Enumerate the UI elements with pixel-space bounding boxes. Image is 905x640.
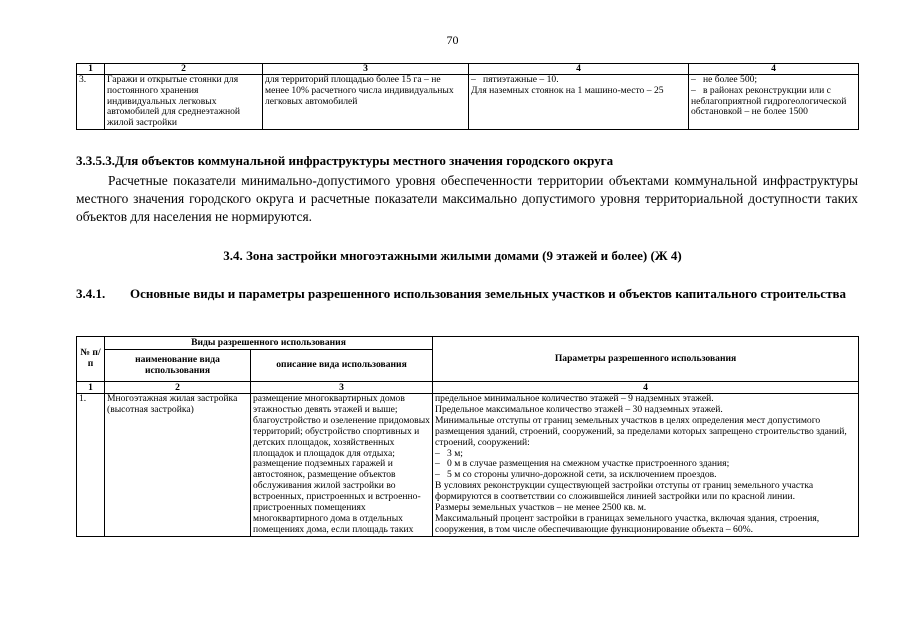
number-cell: 3 xyxy=(251,382,433,394)
row-extra xyxy=(689,75,859,130)
params-line: В условиях реконструкции существующей застройки отступы от границ земельного участка формируются в соответствии со сложившейся линией застройки или по красной линии. xyxy=(435,480,814,503)
params-line: Предельное максимальное количество этажей – 30 надземных этажей. xyxy=(435,403,723,415)
params-line: предельное минимальное количество этажей – 9 надземных этажей. xyxy=(435,393,714,404)
row-name: Гаражи и открытые стоянки для постоянного хранения индивидуальных легковых автомобилей для среднеэтажной жилой застройки xyxy=(105,75,263,130)
col-params-header: Параметры разрешенного использования xyxy=(433,337,859,382)
params-line: Минимальные отступы от границ земельных участков в целях определения мест допустимого размещения зданий, строений, сооружений, за пределами которых запрещено строительство зданий, строений, сооружений: xyxy=(435,414,847,448)
row-number: 3. xyxy=(77,75,105,130)
header-cell: 2 xyxy=(105,64,263,75)
number-cell: 1 xyxy=(77,382,105,394)
table-main xyxy=(76,336,859,537)
header-cell: 3 xyxy=(263,64,469,75)
section-3353-title: 3.3.5.3.Для объектов коммунальной инфраструктуры местного значения городского округа xyxy=(76,153,614,168)
row-name: Многоэтажная жилая застройка (высотная застройка) xyxy=(105,394,251,537)
page-number: 70 xyxy=(446,33,459,47)
number-cell: 2 xyxy=(105,382,251,394)
row-description: для территорий площадью более 15 га – не менее 10% расчетного числа индивидуальных легковых автомобилей xyxy=(263,75,469,130)
col-name-header: наименование вида использования xyxy=(105,350,251,382)
section-341-heading xyxy=(76,286,858,302)
table-row xyxy=(77,75,859,130)
table-continued xyxy=(76,63,859,130)
row-number: 1. xyxy=(77,394,105,537)
header-cell: 4 xyxy=(469,64,689,75)
extra-line: – не более 500; xyxy=(691,74,758,85)
extra-line: – в районах реконструкции или с неблагоприятной гидрогеологической обстановкой – не более 1500 xyxy=(691,84,847,118)
params-line: Для наземных стоянок на 1 машино-место – 25 xyxy=(471,84,664,96)
header-cell: 1 xyxy=(77,64,105,75)
col-number-header: № п/п xyxy=(77,337,105,382)
params-line: Максимальный процент застройки в границах земельного участка, включая здания, строения, сооружения, в том числе обеспечивающие функционирование объекта – 60%. xyxy=(435,512,820,535)
table-number-row xyxy=(77,382,859,394)
header-cell: 4 xyxy=(689,64,859,75)
params-line: Размеры земельных участков – не менее 2500 кв. м. xyxy=(435,502,647,514)
section-3353-text: Расчетные показатели минимально-допустимого уровня обеспеченности территории объектами коммунальной инфраструктуры местного значения городского округа и расчетные показатели максимально допустимого уровня территориальной доступности таких объектов для населения не нормируются. xyxy=(76,173,858,224)
params-line: – 3 м; xyxy=(435,447,463,459)
params-line: – пятиэтажные – 10. xyxy=(471,74,559,85)
section-341-number: 3.4.1. xyxy=(76,286,106,301)
table-row xyxy=(77,394,859,537)
col-desc-header: описание вида использования xyxy=(251,350,433,382)
table-header-row xyxy=(77,64,859,75)
params-line: – 0 м в случае размещения на смежном участке пристроенного здания; xyxy=(435,458,730,470)
section-34-title: 3.4. Зона застройки многоэтажными жилыми домами (9 этажей и более) (Ж 4) xyxy=(223,248,682,263)
group-header: Виды разрешенного использования xyxy=(105,337,433,350)
row-params xyxy=(469,75,689,130)
number-cell: 4 xyxy=(433,382,859,394)
row-description: размещение многоквартирных домов этажностью девять этажей и выше; благоустройство и озеленение придомовых территорий; обустройство спортивных и детских площадок, хозяйственных площадок и площадок для отдыха; размещение подземных гаражей и автостоянок, размещение объектов обслуживания жилой застройки во встроенных, пристроенных и встроенно-пристроенных помещениях многоквартирного дома в отдельных помещениях дома, если площадь таких xyxy=(251,394,433,537)
params-line: – 5 м со стороны улично-дорожной сети, за исключением проездов. xyxy=(435,469,717,481)
table-header-row xyxy=(77,337,859,350)
row-params xyxy=(433,394,859,537)
section-341-title: Основные виды и параметры разрешенного использования земельных участков и объектов капитального строительства xyxy=(130,286,846,301)
